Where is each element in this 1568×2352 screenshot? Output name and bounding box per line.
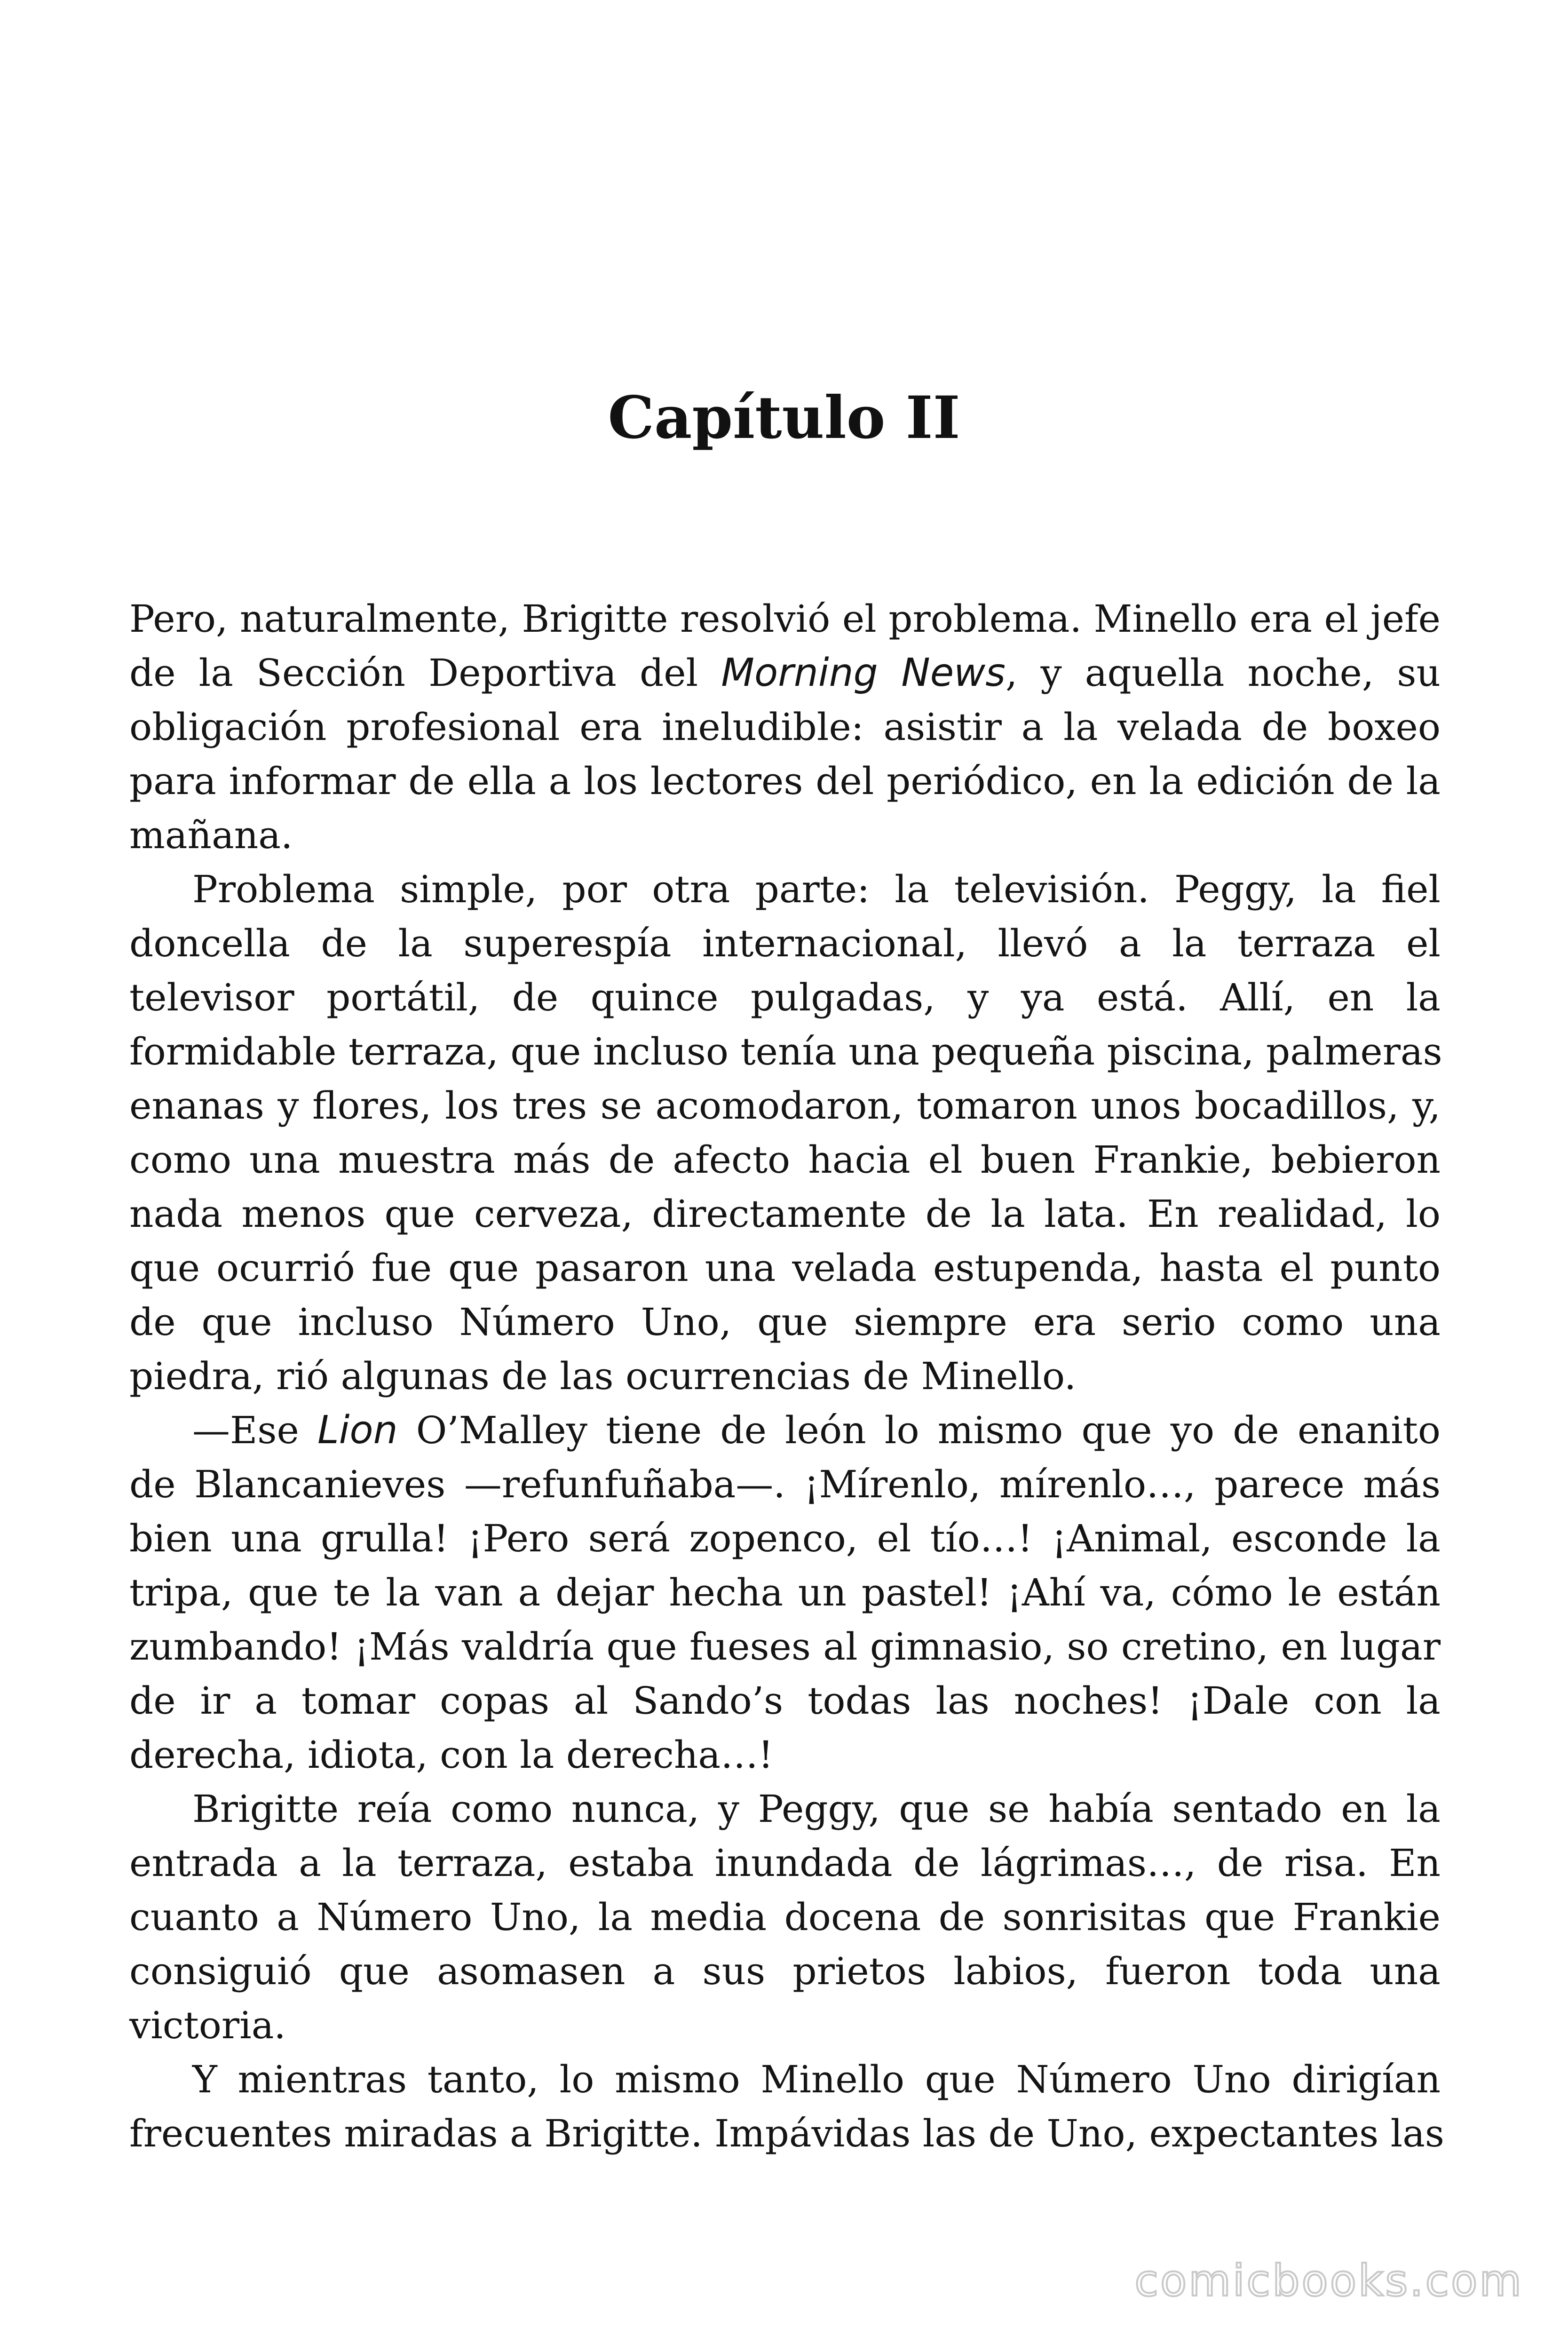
text-line: entrada a la terraza, estaba inundada de lágrimas…, de risa. En [129, 1841, 1441, 1885]
paragraph [129, 2052, 1444, 2161]
italic-term: Morning News [721, 651, 1006, 695]
chapter-body-text [129, 592, 1444, 2161]
text-line: de ir a tomar copas al Sando’s todas las noches! ¡Dale con la [129, 1679, 1441, 1723]
text-line: victoria. [129, 2003, 286, 2047]
paragraph [129, 862, 1441, 1403]
text-line: tripa, que te la van a dejar hecha un pastel! ¡Ahí va, cómo le están [129, 1571, 1441, 1614]
text-line: de la Sección Deportiva del Morning News, y aquella noche, su [129, 651, 1441, 695]
text-line: como una muestra más de afecto hacia el buen Frankie, bebieron [129, 1138, 1441, 1182]
watermark-logo: comicbooks.com [1134, 2256, 1523, 2306]
text-line: Brigitte reía como nunca, y Peggy, que se había sentado en la [192, 1787, 1441, 1831]
text-line: bien una grulla! ¡Pero será zopenco, el tío…! ¡Animal, esconde la [129, 1517, 1441, 1560]
paragraph [129, 592, 1441, 862]
text-line: de que incluso Número Uno, que siempre era serio como una [129, 1300, 1441, 1344]
text-line: de Blancanieves —refunfuñaba—. ¡Mírenlo, mírenlo…, parece más [129, 1462, 1441, 1506]
text-line: televisor portátil, de quince pulgadas, y ya está. Allí, en la [129, 976, 1441, 1019]
text-line: zumbando! ¡Más valdría que fueses al gimnasio, so cretino, en lugar [129, 1625, 1441, 1669]
text-line: frecuentes miradas a Brigitte. Impávidas las de Uno, expectantes las [129, 2112, 1444, 2155]
text-line: cuanto a Número Uno, la media docena de sonrisitas que Frankie [129, 1895, 1441, 1939]
text-line: enanas y flores, los tres se acomodaron, tomaron unos bocadillos, y, [129, 1084, 1441, 1128]
text-line: —Ese Lion O’Malley tiene de león lo mismo que yo de enanito [192, 1408, 1441, 1453]
paragraph [129, 1403, 1441, 1782]
text-line: derecha, idiota, con la derecha…! [129, 1733, 774, 1777]
text-line: obligación profesional era ineludible: asistir a la velada de boxeo [129, 705, 1441, 749]
text-line: Pero, naturalmente, Brigitte resolvió el problema. Minello era el jefe [129, 597, 1441, 641]
text-line: doncella de la superespía internacional, llevó a la terraza el [129, 922, 1441, 965]
text-line: Y mientras tanto, lo mismo Minello que Número Uno dirigían [192, 2058, 1441, 2101]
text-line: nada menos que cerveza, directamente de la lata. En realidad, lo [129, 1192, 1441, 1236]
text-line: mañana. [129, 813, 293, 857]
italic-term: Lion [317, 1408, 398, 1453]
text-line: para informar de ella a los lectores del periódico, en la edición de la [129, 759, 1441, 803]
chapter-title: Capítulo II [608, 384, 960, 452]
text-line: piedra, rió algunas de las ocurrencias de Minello. [129, 1354, 1077, 1398]
text-line: Problema simple, por otra parte: la televisión. Peggy, la fiel [192, 867, 1441, 911]
text-line: consiguió que asomasen a sus prietos labios, fueron toda una [129, 1949, 1441, 1993]
text-line: formidable terraza, que incluso tenía una pequeña piscina, palmeras [129, 1030, 1442, 1073]
text-line: que ocurrió fue que pasaron una velada estupenda, hasta el punto [129, 1246, 1441, 1290]
paragraph [129, 1782, 1441, 2052]
